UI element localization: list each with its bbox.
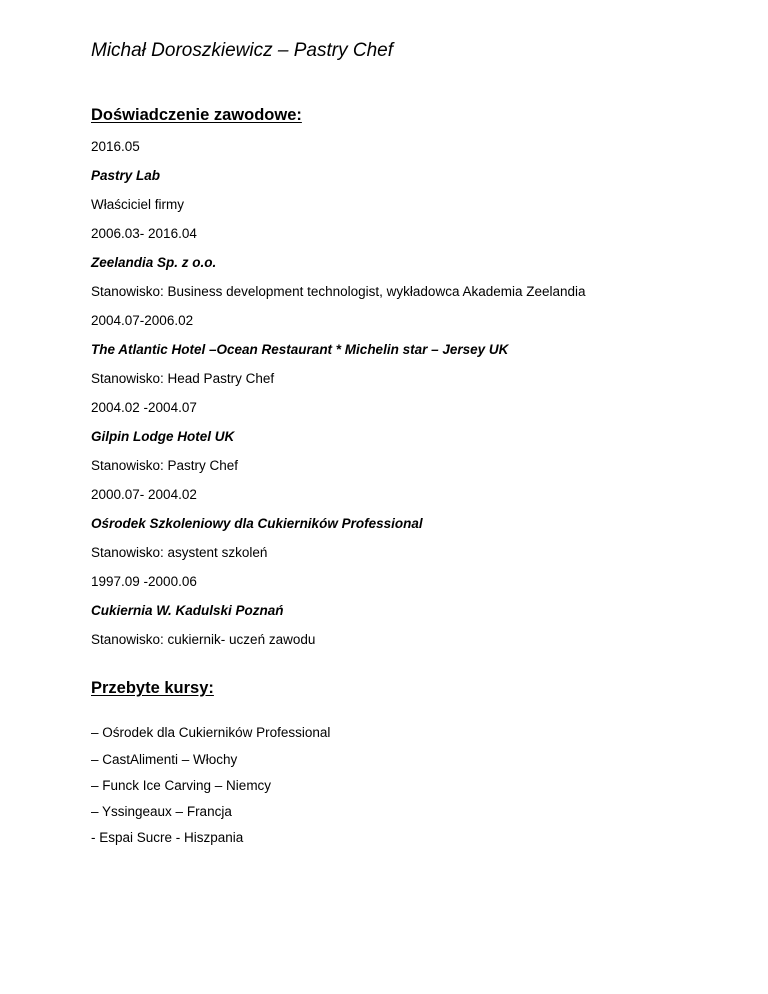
- document-title: Michał Doroszkiewicz – Pastry Chef: [91, 40, 393, 61]
- entry-company: The Atlantic Hotel –Ocean Restaurant * Michelin star – Jersey UK: [91, 342, 509, 357]
- courses-heading: Przebyte kursy:: [91, 679, 214, 697]
- entry-position: Stanowisko: cukiernik- uczeń zawodu: [91, 632, 316, 647]
- entry-period: 2004.02 -2004.07: [91, 400, 197, 415]
- entry-company: Pastry Lab: [91, 168, 161, 183]
- entry-company: Gilpin Lodge Hotel UK: [91, 429, 235, 444]
- entry-position: Właściciel firmy: [91, 197, 184, 212]
- entry-period: 2004.07-2006.02: [91, 313, 194, 328]
- course-item: – Ośrodek dla Cukierników Professional: [91, 725, 331, 740]
- entry-period: 2016.05: [91, 139, 140, 154]
- entry-position: Stanowisko: Pastry Chef: [91, 458, 239, 473]
- entry-company: Zeelandia Sp. z o.o.: [91, 255, 217, 270]
- entry-position: Stanowisko: Business development technologist, wykładowca Akademia Zeelandia: [91, 284, 586, 299]
- entry-position: Stanowisko: asystent szkoleń: [91, 545, 268, 560]
- entry-position: Stanowisko: Head Pastry Chef: [91, 371, 275, 386]
- entry-period: 2000.07- 2004.02: [91, 487, 197, 502]
- course-item: - Espai Sucre - Hiszpania: [91, 830, 244, 845]
- entry-period: 1997.09 -2000.06: [91, 574, 197, 589]
- entry-period: 2006.03- 2016.04: [91, 226, 197, 241]
- entry-company: Ośrodek Szkoleniowy dla Cukierników Professional: [91, 516, 423, 531]
- course-item: – Yssingeaux – Francja: [91, 804, 232, 819]
- experience-heading: Doświadczenie zawodowe:: [91, 106, 302, 124]
- course-item: – Funck Ice Carving – Niemcy: [91, 778, 272, 793]
- course-item: – CastAlimenti – Włochy: [91, 752, 238, 767]
- entry-company: Cukiernia W. Kadulski Poznań: [91, 603, 284, 618]
